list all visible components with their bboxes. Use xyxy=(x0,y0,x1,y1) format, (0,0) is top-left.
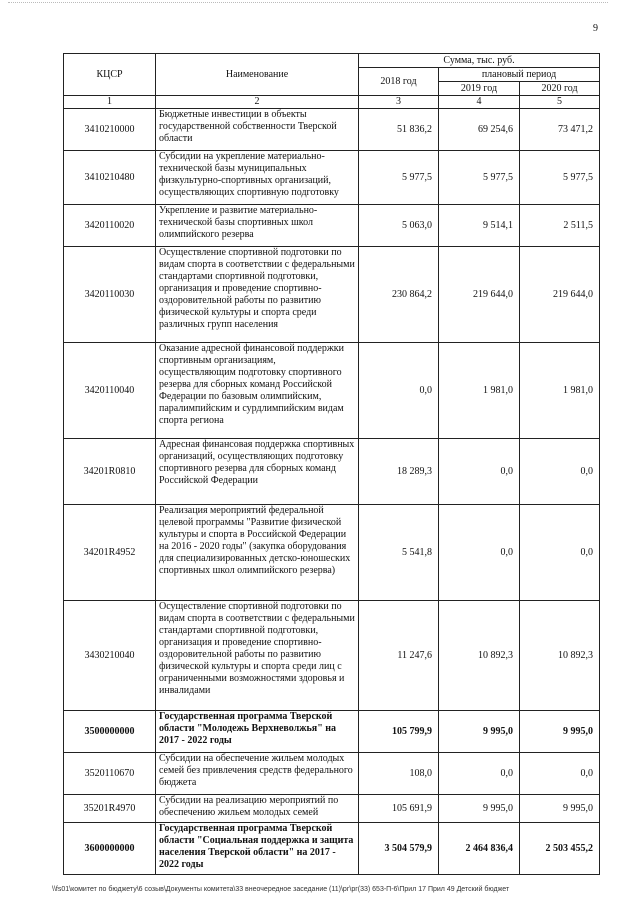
row-2020: 9 995,0 xyxy=(520,795,600,823)
row-2019: 69 254,6 xyxy=(439,109,520,151)
header-year-2018: 2018 год xyxy=(359,68,439,96)
colnum-3: 3 xyxy=(359,96,439,109)
row-2018: 5 063,0 xyxy=(359,205,439,247)
row-2020: 2 511,5 xyxy=(520,205,600,247)
header-sum: Сумма, тыс. руб. xyxy=(359,54,600,68)
row-2019: 0,0 xyxy=(439,753,520,795)
row-2020: 219 644,0 xyxy=(520,247,600,343)
row-2018: 11 247,6 xyxy=(359,601,439,711)
file-path-footer: \\fs01\комитет по бюджету\6 созыв\Документы комитета\33 внеочередное заседание (11)\рг\рг(33) 653-П-6\Прил 17 Прил 49 Детский бюджет xyxy=(52,886,510,893)
row-code: 3420110020 xyxy=(64,205,156,247)
row-2020: 2 503 455,2 xyxy=(520,823,600,875)
row-2020: 0,0 xyxy=(520,505,600,601)
colnum-4: 4 xyxy=(439,96,520,109)
scan-top-edge xyxy=(8,2,608,7)
row-name: Осуществление спортивной подготовки по видам спорта в соответствии с федеральными стандартами спортивной подготовки, организация и проведение спортивно-оздоровительной работы по развитию физической культуры и спорта среди различных групп населения xyxy=(156,247,359,343)
row-code: 3430210040 xyxy=(64,601,156,711)
row-2018: 5 541,8 xyxy=(359,505,439,601)
row-name: Бюджетные инвестиции в объекты государственной собственности Тверской области xyxy=(156,109,359,151)
row-2020: 1 981,0 xyxy=(520,343,600,439)
row-code: 34201R4952 xyxy=(64,505,156,601)
header-code: КЦСР xyxy=(64,54,156,96)
row-2019: 9 995,0 xyxy=(439,795,520,823)
table-row xyxy=(64,505,600,601)
row-2018: 230 864,2 xyxy=(359,247,439,343)
header-year-2020: 2020 год xyxy=(520,82,600,96)
row-2018: 0,0 xyxy=(359,343,439,439)
colnum-5: 5 xyxy=(520,96,600,109)
row-2020: 5 977,5 xyxy=(520,151,600,205)
colnum-2: 2 xyxy=(156,96,359,109)
header-name: Наименование xyxy=(156,54,359,96)
table-row xyxy=(64,601,600,711)
page-number: 9 xyxy=(593,23,598,34)
table-row xyxy=(64,753,600,795)
table-row xyxy=(64,795,600,823)
row-name: Осуществление спортивной подготовки по видам спорта в соответствии с федеральными стандартами спортивной подготовки, организация и проведение спортивно-оздоровительной работы по развитию физической культуры и спорта среди лиц с ограниченными возможностями здоровья и инвалидами xyxy=(156,601,359,711)
row-code: 35201R4970 xyxy=(64,795,156,823)
row-code: 3600000000 xyxy=(64,823,156,875)
row-code: 3500000000 xyxy=(64,711,156,753)
row-code: 3410210480 xyxy=(64,151,156,205)
table-row xyxy=(64,109,600,151)
row-2020: 0,0 xyxy=(520,439,600,505)
row-2018: 3 504 579,9 xyxy=(359,823,439,875)
row-2019: 10 892,3 xyxy=(439,601,520,711)
row-2019: 219 644,0 xyxy=(439,247,520,343)
table-row xyxy=(64,439,600,505)
header-plan-period: плановый период xyxy=(439,68,600,82)
row-code: 3420110030 xyxy=(64,247,156,343)
table-row xyxy=(64,247,600,343)
row-name: Укрепление и развитие материально-технической базы спортивных школ олимпийского резерва xyxy=(156,205,359,247)
row-name: Государственная программа Тверской области "Молодежь Верхневолжья" на 2017 - 2022 годы xyxy=(156,711,359,753)
row-2020: 9 995,0 xyxy=(520,711,600,753)
row-2019: 0,0 xyxy=(439,439,520,505)
row-2020: 10 892,3 xyxy=(520,601,600,711)
row-2019: 9 514,1 xyxy=(439,205,520,247)
row-name: Государственная программа Тверской области "Социальная поддержка и защита населения Тверской области" на 2017 - 2022 годы xyxy=(156,823,359,875)
row-2019: 2 464 836,4 xyxy=(439,823,520,875)
row-2019: 9 995,0 xyxy=(439,711,520,753)
row-name: Субсидии на укрепление материально-технической базы муниципальных физкультурно-спортивных организаций, осуществляющих спортивную подготовку xyxy=(156,151,359,205)
row-2020: 73 471,2 xyxy=(520,109,600,151)
row-name: Субсидии на реализацию мероприятий по обеспечению жильем молодых семей xyxy=(156,795,359,823)
row-2019: 1 981,0 xyxy=(439,343,520,439)
row-name: Реализация мероприятий федеральной целевой программы "Развитие физической культуры и спорта в Российской Федерации на 2016 - 2020 годы" (закупка оборудования для специализированных детско-юношеских спортивных школ олимпийского резерва) xyxy=(156,505,359,601)
row-2018: 108,0 xyxy=(359,753,439,795)
row-name: Субсидии на обеспечение жильем молодых семей без привлечения средств федерального бюджета xyxy=(156,753,359,795)
table-row xyxy=(64,205,600,247)
row-2020: 0,0 xyxy=(520,753,600,795)
row-name: Адресная финансовая поддержка спортивных организаций, осуществляющих подготовку спортивного резерва для сборных команд Российской Федерации xyxy=(156,439,359,505)
row-code: 3420110040 xyxy=(64,343,156,439)
row-2018: 51 836,2 xyxy=(359,109,439,151)
header-year-2019: 2019 год xyxy=(439,82,520,96)
row-code: 34201R0810 xyxy=(64,439,156,505)
row-code: 3410210000 xyxy=(64,109,156,151)
table-row xyxy=(64,151,600,205)
row-2019: 5 977,5 xyxy=(439,151,520,205)
row-2018: 5 977,5 xyxy=(359,151,439,205)
row-2019: 0,0 xyxy=(439,505,520,601)
row-2018: 18 289,3 xyxy=(359,439,439,505)
row-name: Оказание адресной финансовой поддержки спортивным организациям, осуществляющим подготовку спортивного резерва для сборных команд Российской Федерации по базовым олимпийским, паралимпийским и сурдлимпийским видам спорта региона xyxy=(156,343,359,439)
row-code: 3520110670 xyxy=(64,753,156,795)
table-row xyxy=(64,711,600,753)
table-row xyxy=(64,343,600,439)
colnum-1: 1 xyxy=(64,96,156,109)
row-2018: 105 799,9 xyxy=(359,711,439,753)
row-2018: 105 691,9 xyxy=(359,795,439,823)
table-row xyxy=(64,823,600,875)
budget-table xyxy=(63,53,600,875)
